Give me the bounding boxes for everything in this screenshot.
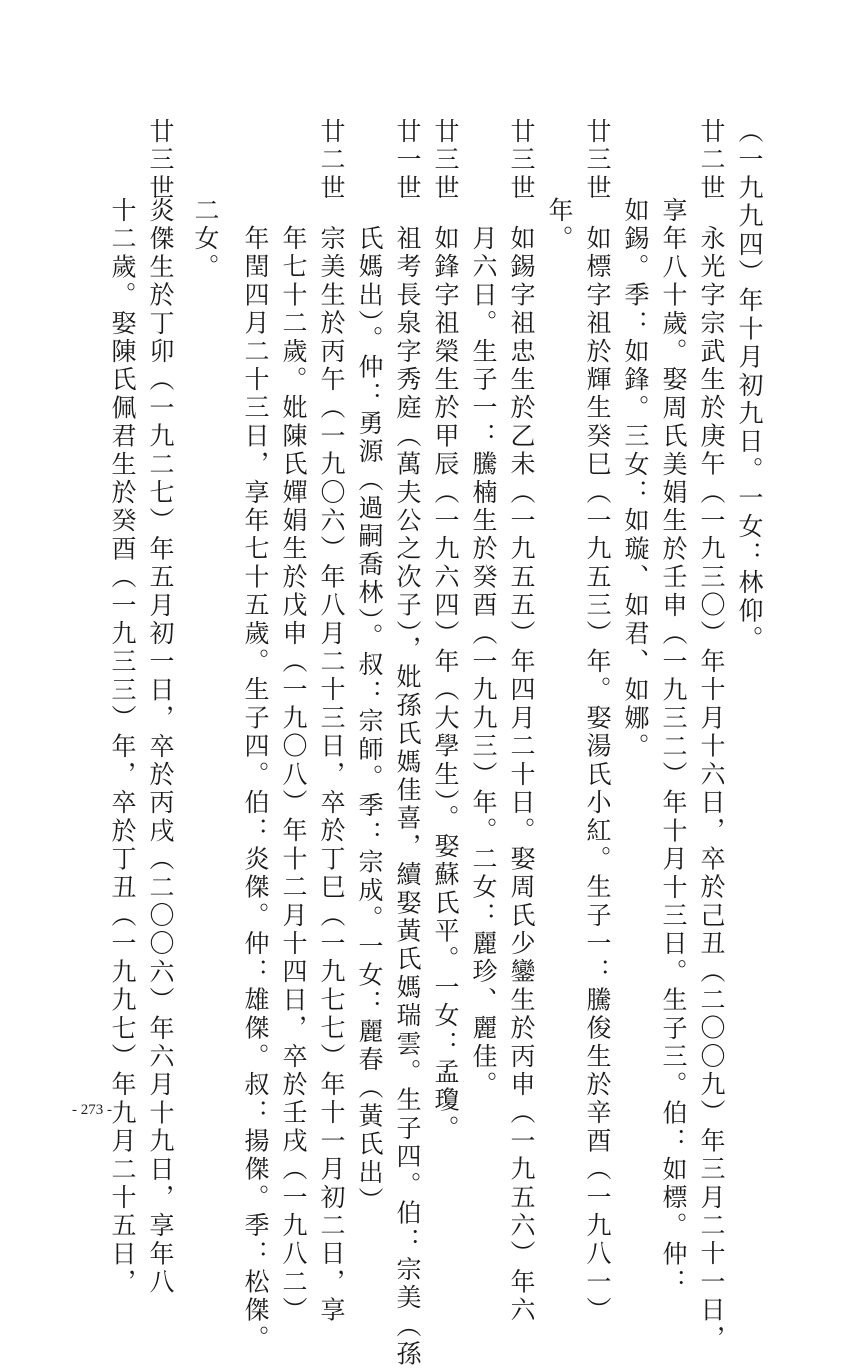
column-text: 如錫字祖忠生於乙未（一九五五）年四月二十日。娶周氏少鑾生於丙申（一九五六）年六	[507, 225, 536, 1325]
column-text: 年閏四月二十三日，享年七十五歲。生子四。伯：炎傑。仲：雄傑。叔：揚傑。季：松傑。	[241, 225, 270, 1353]
column-text: （一九九四）年十月初九日。一女：林仰。	[735, 118, 764, 654]
page-number: - 273 -	[72, 1102, 112, 1118]
column-text: 如標字祖於輝生癸巳（一九五三）年。娶湯氏小紅。生子一：騰俊生於辛酉（一九八一）	[583, 225, 612, 1325]
column-text: 宗美生於丙午（一九〇六）年八月二十三日，卒於丁巳（一九七七）年十一月初二日，享	[317, 225, 346, 1325]
generation-label: 廿三世	[146, 118, 175, 203]
generation-label: 廿二世	[697, 118, 726, 203]
column-text: 如鋒字祖榮生於甲辰（一九六四）年（大學生）。娶蘇氏平。一女：孟瓊。	[431, 225, 460, 1144]
column-text: 年。	[545, 197, 574, 254]
column-text: 祖考長泉字秀庭（萬夫公之次子），妣孫氏媽佳喜，續娶黃氏媽瑞雲。生子四。伯：宗美（孫	[393, 225, 422, 1369]
column-text: 十二歲。娶陳氏佩君生於癸酉（一九三三）年，卒於丁丑（一九九七）年九月二十五日，	[108, 197, 137, 1297]
generation-label: 廿三世	[507, 118, 536, 203]
column-text: 炎傑生於丁卯（一九二七）年五月初一日，卒於丙戌（二〇〇六）年六月十九日，享年八	[146, 197, 175, 1297]
generation-label: 廿三世	[583, 118, 612, 203]
generation-label: 廿二世	[317, 118, 346, 203]
column-text: 年七十二歲。妣陳氏嬋娟生於戊申（一九〇八）年十二月十四日，卒於壬戌（一九八二）	[279, 225, 308, 1325]
column-text: 永光字宗武生於庚午（一九三〇）年十月十六日，卒於己丑（二〇〇九）年三月二十一日，	[697, 225, 726, 1353]
column-text: 如錫。季：如鋒。三女：如璇、如君、如娜。	[621, 197, 650, 761]
generation-label: 廿一世	[393, 118, 422, 203]
column-text: 享年八十歲。娶周氏美娟生於壬申（一九三二）年十月十三日。生子三。伯：如標。仲：	[659, 197, 688, 1297]
generation-label: 廿三世	[431, 118, 460, 203]
column-text: 二女。	[191, 197, 220, 282]
column-text: 氏媽出）。仲：勇源（過嗣喬林）。叔：宗師。季：宗成。一女：麗春（黃氏出）	[355, 225, 384, 1216]
column-text: 月六日。生子一：騰楠生於癸酉（一九九三）年。二女：麗珍、麗佳。	[469, 225, 498, 1100]
